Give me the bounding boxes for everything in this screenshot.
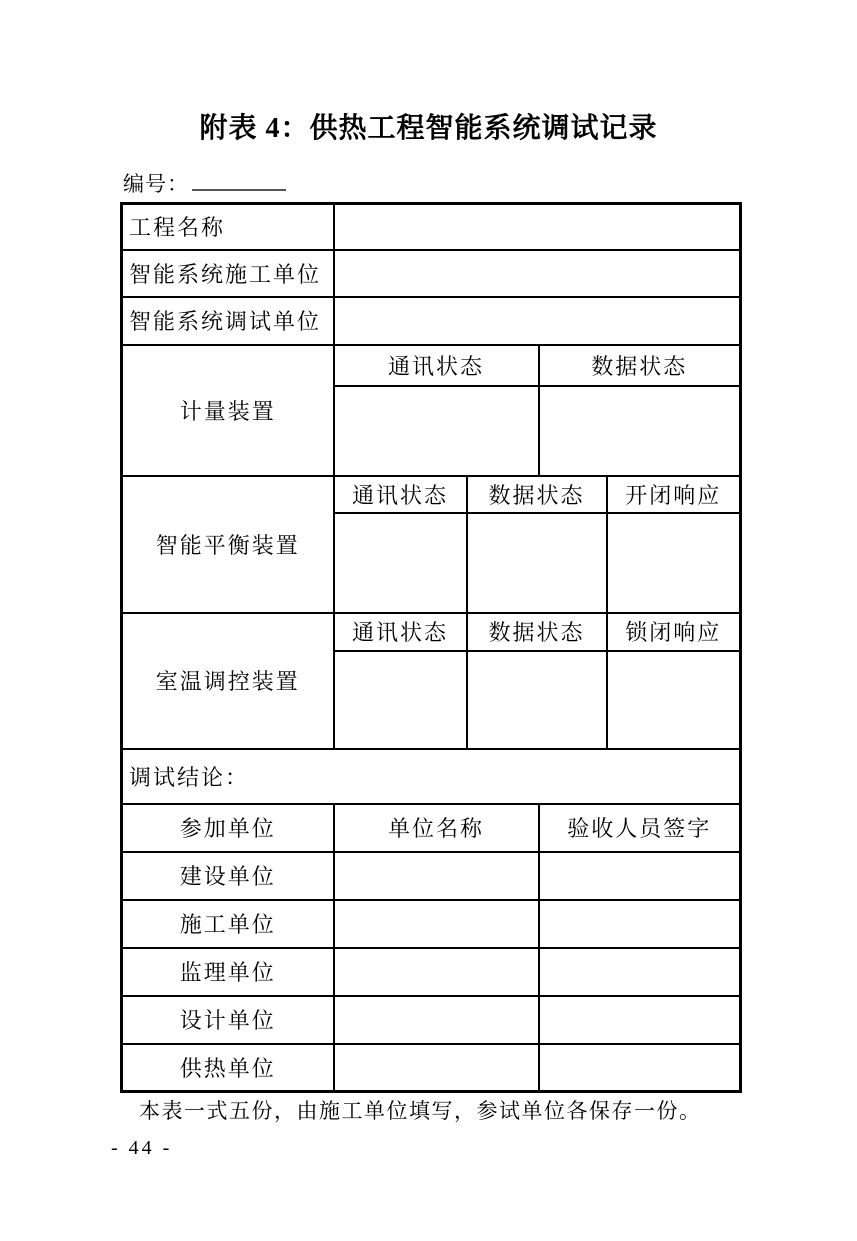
unit-label-supervision-unit: 监理单位 [122,948,334,996]
form-number-label: 编号： [123,172,189,196]
row-label-project-name: 工程名称 [122,204,334,250]
unit-label-design-unit: 设计单位 [122,996,334,1044]
signoff-header-unit-name: 单位名称 [334,804,539,852]
row-label-smart-system-commissioning-unit: 智能系统调试单位 [122,297,334,345]
room-temp-lock-response-cell [607,651,741,749]
col-header-open-close-response: 开闭响应 [607,476,741,513]
smart-system-commissioning-unit-value-cell [334,297,741,345]
unit-label-construction-unit: 施工单位 [122,900,334,948]
unit-label-heating-unit: 供热单位 [122,1044,334,1092]
signoff-header-participating-unit: 参加单位 [122,804,334,852]
section-label-room-temp-control-device: 室温调控装置 [122,613,334,749]
room-temp-data-status-cell [467,651,607,749]
col-header-data-status: 数据状态 [467,613,607,651]
balancing-data-status-cell [467,513,607,613]
unit-name-cell [334,948,539,996]
unit-name-cell [334,996,539,1044]
page-number: - 44 - [111,1137,173,1159]
col-header-data-status: 数据状态 [467,476,607,513]
smart-system-construction-unit-value-cell [334,250,741,297]
unit-name-cell [334,900,539,948]
conclusion-label-cell: 调试结论： [122,749,741,804]
col-header-communication-status: 通讯状态 [334,613,467,651]
signature-cell [539,900,741,948]
balancing-open-close-response-cell [607,513,741,613]
page-title: 附表 4：供热工程智能系统调试记录 [199,113,658,144]
signature-cell [539,948,741,996]
signature-cell [539,1044,741,1092]
room-temp-communication-status-cell [334,651,467,749]
col-header-lock-response: 锁闭响应 [607,613,741,651]
row-label-smart-system-construction-unit: 智能系统施工单位 [122,250,334,297]
section-label-metering-device: 计量装置 [122,345,334,476]
signature-cell [539,996,741,1044]
col-header-communication-status: 通讯状态 [334,345,539,386]
signature-cell [539,852,741,900]
unit-name-cell [334,1044,539,1092]
metering-communication-status-cell [334,386,539,476]
metering-data-status-cell [539,386,741,476]
signoff-header-acceptor-signature: 验收人员签字 [539,804,741,852]
footer-note: 本表一式五份，由施工单位填写，参试单位各保存一份。 [139,1099,702,1123]
col-header-data-status: 数据状态 [539,345,741,386]
project-name-value-cell [334,204,741,250]
form-number-blank [192,169,286,191]
unit-name-cell [334,852,539,900]
commissioning-record-table [120,202,742,1093]
form-number [123,168,286,198]
unit-label-construction-client: 建设单位 [122,852,334,900]
balancing-communication-status-cell [334,513,467,613]
col-header-communication-status: 通讯状态 [334,476,467,513]
section-label-smart-balancing-device: 智能平衡装置 [122,476,334,613]
